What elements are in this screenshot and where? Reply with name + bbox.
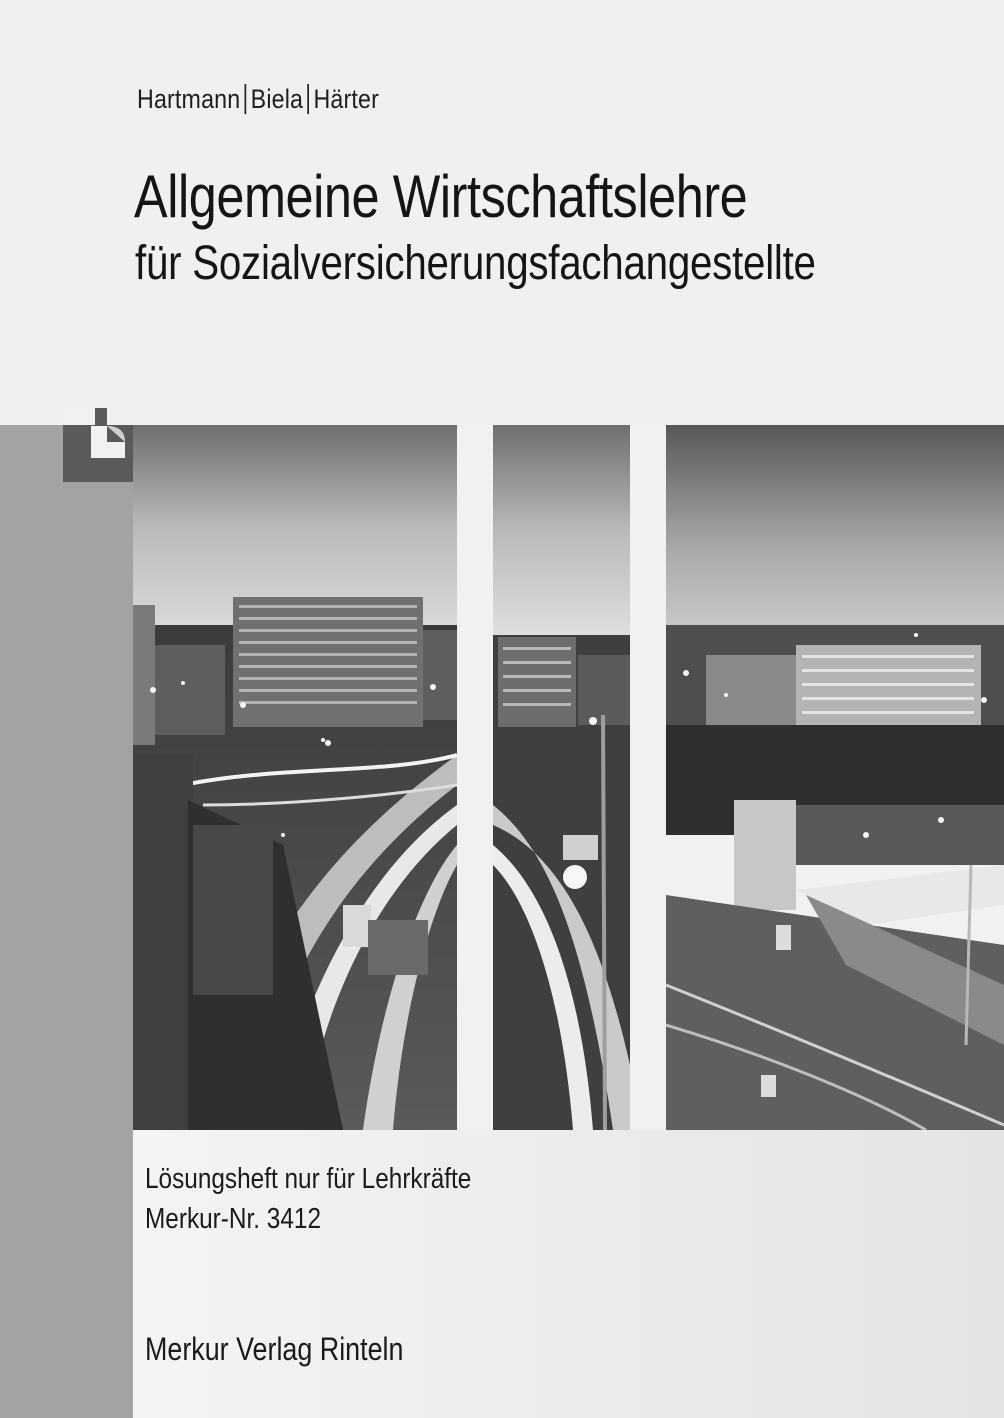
author-separator [307,84,309,114]
author-line [137,84,379,115]
city-photo-left [133,425,457,1130]
author-name: Hartmann [137,84,241,114]
city-photo-right [666,425,1004,1130]
cover-sidebar [0,425,133,1418]
author-name: Biela [250,84,304,114]
city-photo-middle [493,425,630,1130]
book-title: Allgemeine Wirtschaftslehre [134,163,748,230]
publisher-name: Merkur Verlag Rinteln [145,1331,404,1367]
edition-note: Lösungsheft nur für Lehrkräfte [145,1163,472,1195]
author-name: Härter [313,84,380,114]
item-number: Merkur-Nr. 3412 [145,1203,321,1235]
page-corner-logo-icon [63,408,135,483]
book-subtitle: für Sozialversicherungsfachangestellte [135,237,816,290]
author-separator [245,84,247,114]
